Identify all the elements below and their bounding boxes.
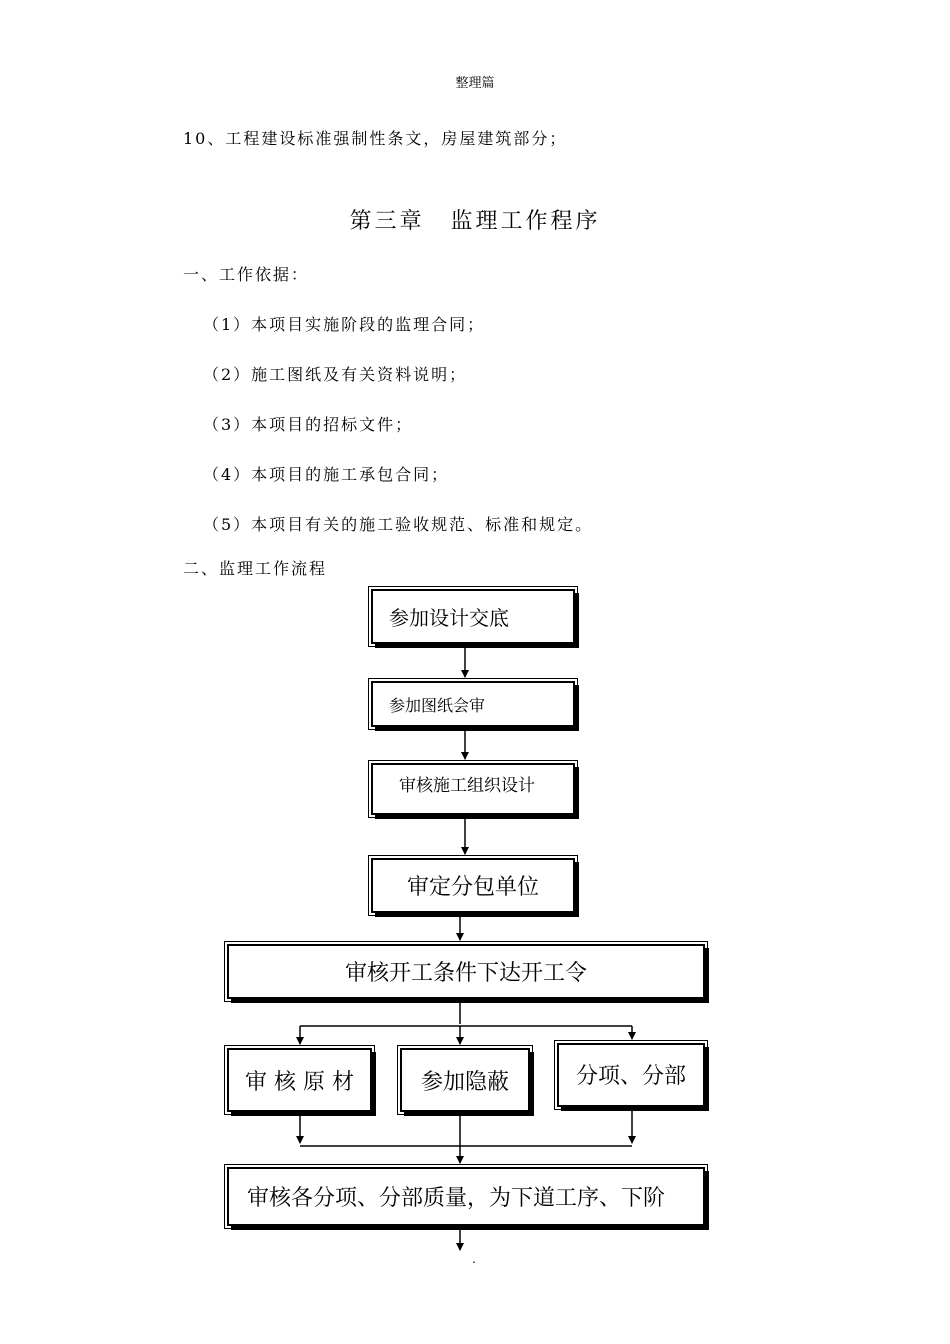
- section2-heading: 二、监理工作流程: [183, 559, 328, 578]
- flow-step-label: 参加图纸会审: [389, 695, 486, 715]
- flow-step-label: 审定分包单位: [406, 875, 539, 900]
- flow-step-label: 参加设计交底: [389, 606, 509, 630]
- flow-step-drawing-review: [371, 681, 575, 727]
- flow-branch-subdivision: [557, 1043, 705, 1107]
- flow-step-subcontractor-approval: [371, 858, 575, 913]
- flow-step-label: 审核施工组织设计: [399, 776, 535, 796]
- flow-step-construction-design-review: [371, 763, 575, 815]
- page-header: 整理篇: [455, 76, 495, 91]
- flow-step-label: 审核各分项、分部质量，为下道工序、下阶: [247, 1186, 666, 1211]
- flow-step-label: 审核开工条件下达开工令: [344, 961, 587, 986]
- basis-item-1: （1）本项目实施阶段的监理合同；: [203, 315, 486, 334]
- basis-item-5: （5）本项目有关的施工验收规范、标准和规定。: [203, 515, 594, 534]
- page-footer-mark: .: [472, 1252, 476, 1266]
- flow-branch-label: 分项、分部: [575, 1064, 686, 1089]
- basis-item-3: （3）本项目的招标文件；: [203, 415, 414, 434]
- intro-line: 10、工程建设标准强制性条文，房屋建筑部分；: [183, 129, 568, 148]
- chapter-name: 监理工作程序: [450, 209, 601, 234]
- flow-branch-label: 参加隐蔽: [420, 1069, 509, 1095]
- flow-branch-material-review: [227, 1048, 372, 1112]
- flow-branch-label: 审 核 原 材: [245, 1069, 354, 1095]
- flow-step-quality-review: [227, 1167, 705, 1226]
- basis-item-2: （2）施工图纸及有关资料说明；: [203, 365, 468, 384]
- flow-branch-concealed-works: [400, 1048, 530, 1112]
- section1-heading: 一、工作依据：: [183, 265, 310, 284]
- flow-step-design-briefing: [371, 589, 575, 644]
- basis-item-4: （4）本项目的施工承包合同；: [203, 465, 450, 484]
- chapter-number: 第三章: [349, 209, 425, 234]
- flow-step-start-order: [227, 944, 705, 999]
